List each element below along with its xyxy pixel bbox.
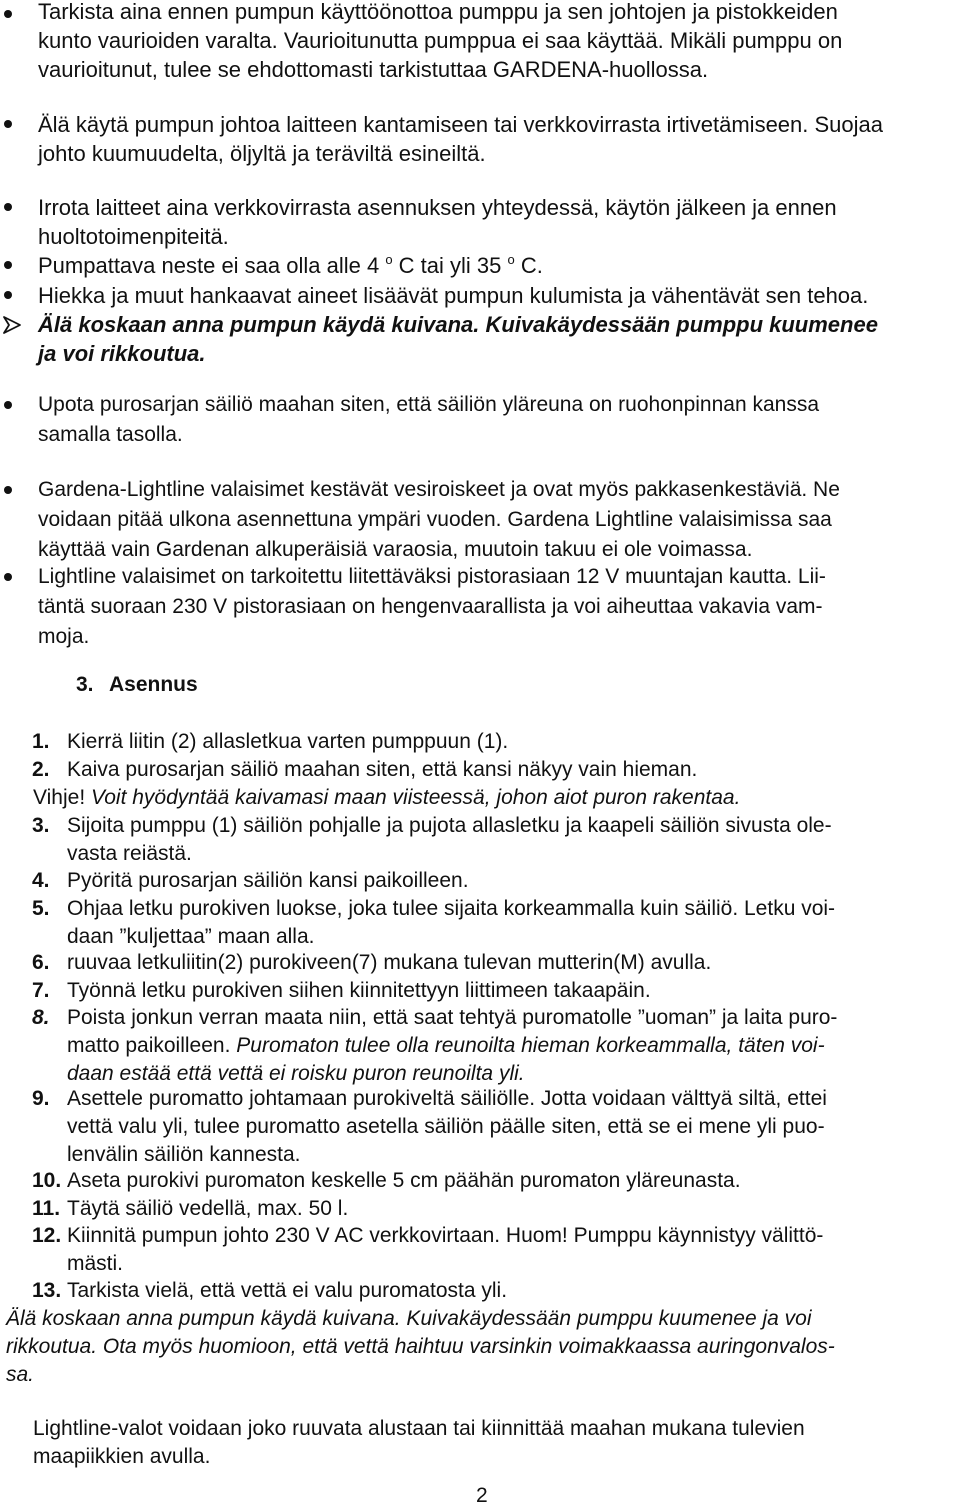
step-number: 11. [32, 1197, 61, 1220]
section-title: Asennus [109, 673, 198, 696]
text-segment: Pumpattava neste ei saa olla alle 4 [38, 253, 386, 278]
step-text: Täytä säiliö vedellä, max. 50 l. [67, 1197, 349, 1220]
bullet-icon [4, 401, 12, 409]
step-text: daan ”kuljettaa” maan alla. [67, 925, 315, 948]
text-line: Gardena-Lightline valaisimet kestävät vesiroiskeet ja ovat myös pakkasenkestäviä. Ne [38, 478, 840, 501]
step-text: Aseta purokivi puromaton keskelle 5 cm päähän puromaton yläreunasta. [67, 1169, 741, 1192]
step-text: Työnnä letku purokiven siihen kiinnitettyyn liittimeen takaapäin. [67, 979, 651, 1002]
warning-line: ja voi rikkoutua. [38, 341, 206, 366]
step-number: 7. [32, 979, 50, 1002]
step-text: vettä valu yli, tulee puromatto asetella säiliön päälle siten, että se ei mene yli puo- [67, 1115, 825, 1138]
step-number: 5. [32, 897, 50, 920]
bullet-icon [4, 10, 12, 18]
page-number: 2 [476, 1484, 488, 1507]
text-segment: Puromaton tulee olla reunoilta hieman korkeammalla, täten voi- [230, 1034, 825, 1057]
bullet-icon [4, 120, 12, 128]
step-text: Ohjaa letku purokiven luokse, joka tulee sijaita korkeammalla kuin säiliö. Letku voi- [67, 897, 836, 920]
text-line: Älä käytä pumpun johtoa laitteen kantamiseen tai verkkovirrasta irtivetämiseen. Suojaa [38, 112, 884, 137]
tip-text: Voit hyödyntää kaivamasi maan viisteessä, johon aiot puron rakentaa. [85, 786, 741, 809]
text-segment: C tai yli 35 [392, 253, 508, 278]
tip-note [33, 783, 740, 813]
step-text: Tarkista vielä, että vettä ei valu puromatosta yli. [67, 1279, 508, 1302]
text-line: Irrota laitteet aina verkkovirrasta asennuksen yhteydessä, käytön jälkeen ja ennen [38, 195, 837, 220]
step-number: 9. [32, 1087, 50, 1110]
step-text: Sijoita pumppu (1) säiliön pohjalle ja pujota allasletku ja kaapeli säiliön sivusta ole- [67, 814, 832, 837]
step-number: 2. [32, 758, 50, 781]
text-line: voidaan pitää ulkona asennettuna ympäri vuoden. Gardena Lightline valaisimissa saa [38, 508, 832, 531]
section-heading [0, 670, 300, 700]
degree-mark: o [507, 252, 515, 267]
text-line: Lightline-valot voidaan joko ruuvata alustaan tai kiinnittää maahan mukana tulevien [33, 1417, 805, 1440]
text-line: johto kuumuudelta, öljyltä ja teräviltä esineiltä. [38, 141, 486, 166]
step-text [67, 1031, 825, 1061]
arrow-bullet-icon [2, 315, 22, 335]
bullet-icon [4, 203, 12, 211]
step-text: ruuvaa letkuliitin(2) purokiveen(7) mukana tulevan mutterin(M) avulla. [67, 951, 712, 974]
text-segment: Kuivakäydessään pumppu kuumenee [479, 312, 878, 337]
text-segment: C. [514, 253, 543, 278]
warning-line [38, 310, 878, 339]
step-text: Asettele puromatto johtamaan purokiveltä säiliölle. Jotta voidaan välttyä siltä, ettei [67, 1087, 827, 1110]
temperature-limit-text [38, 251, 543, 283]
step-text: daan estää että vettä ei roisku puron reunoilta yli. [67, 1062, 525, 1085]
step-number: 10. [32, 1169, 62, 1192]
step-text: Kaiva purosarjan säiliö maahan siten, että kansi näkyy vain hieman. [67, 758, 698, 781]
bullet-icon [4, 291, 12, 299]
text-line: Älä koskaan anna pumpun käydä kuivana. Kuivakäydessään pumppu kuumenee ja voi [6, 1307, 812, 1330]
step-number: 6. [32, 951, 50, 974]
text-line: Hiekka ja muut hankaavat aineet lisäävät pumpun kulumista ja vähentävät sen tehoa. [38, 283, 869, 308]
text-line: Lightline valaisimet on tarkoitettu liitettäväksi pistorasiaan 12 V muuntajan kautta. Lii- [38, 565, 826, 588]
step-text: Pyöritä purosarjan säiliön kansi paikoilleen. [67, 869, 469, 892]
text-line: sa. [6, 1363, 35, 1386]
text-line: Upota purosarjan säiliö maahan siten, että säiliön yläreuna on ruohonpinnan kanssa [38, 393, 820, 416]
text-line: huoltotoimenpiteitä. [38, 224, 229, 249]
bullet-icon [4, 573, 12, 581]
text-segment: Älä koskaan anna pumpun käydä kuivana. [38, 312, 480, 337]
step-text: mästi. [67, 1252, 124, 1275]
step-number: 4. [32, 869, 50, 892]
degree-mark: o [385, 252, 393, 267]
step-number: 13. [32, 1279, 62, 1302]
text-line: täntä suoraan 230 V pistorasiaan on hengenvaarallista ja voi aiheuttaa vakavia vam- [38, 595, 823, 618]
section-number: 3. [76, 673, 94, 696]
step-text: Kiinnitä pumpun johto 230 V AC verkkovirtaan. Huom! Pumppu käynnistyy välittö- [67, 1224, 824, 1247]
step-number: 1. [32, 730, 50, 753]
text-line: kunto vaurioiden varalta. Vaurioitunutta pumppua ei saa käyttää. Mikäli pumppu on [38, 28, 843, 53]
text-line: moja. [38, 625, 90, 648]
bullet-icon [4, 261, 12, 269]
bullet-icon [4, 486, 12, 494]
text-line: käyttää vain Gardenan alkuperäisiä varaosia, muutoin takuu ei ole voimassa. [38, 538, 753, 561]
step-text: vasta reiästä. [67, 842, 192, 865]
step-number: 8. [32, 1006, 50, 1029]
step-number: 3. [32, 814, 50, 837]
text-line: Tarkista aina ennen pumpun käyttöönottoa pumppu ja sen johtojen ja pistokkeiden [38, 0, 838, 24]
step-text: Poista jonkun verran maata niin, että saat tehtyä puromatolle ”uoman” ja laita puro- [67, 1006, 838, 1029]
tip-label: Vihje! [33, 786, 86, 809]
step-number: 12. [32, 1224, 62, 1247]
step-text: lenvälin säiliön kannesta. [67, 1143, 301, 1166]
text-line: rikkoutua. Ota myös huomioon, että vettä haihtuu varsinkin voimakkaassa auringonvalos- [6, 1335, 835, 1358]
text-line: maapiikkien avulla. [33, 1445, 211, 1468]
text-line: vaurioitunut, tulee se ehdottomasti tarkistuttaa GARDENA-huollossa. [38, 57, 709, 82]
text-line: samalla tasolla. [38, 423, 183, 446]
text-segment: matto paikoilleen. [67, 1034, 231, 1057]
step-text: Kierrä liitin (2) allasletkua varten pumppuun (1). [67, 730, 509, 753]
